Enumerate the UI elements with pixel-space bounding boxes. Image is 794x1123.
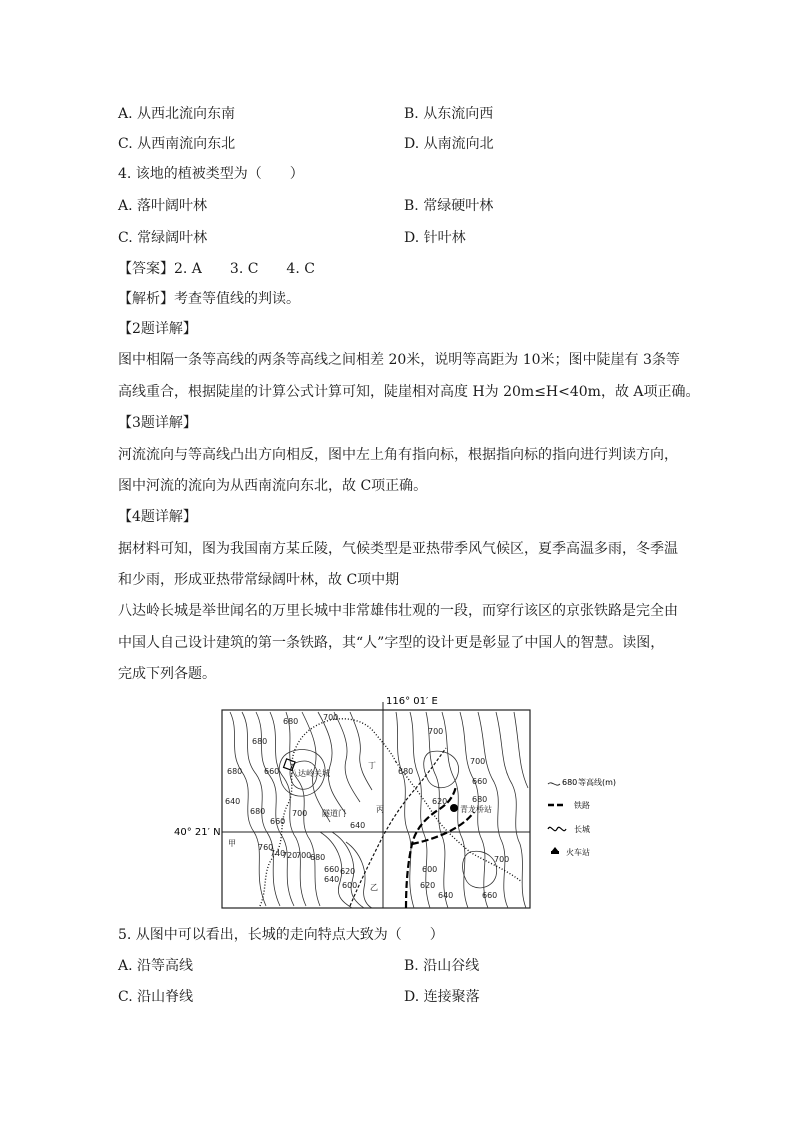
q4-option-d: D. 针叶林 xyxy=(404,230,466,246)
svg-text:660: 660 xyxy=(264,767,280,776)
q5-option-b: B. 沿山谷线 xyxy=(404,958,480,974)
q5-option-d: D. 连接聚落 xyxy=(404,989,480,1005)
badaling-label: 八达岭关城 xyxy=(290,769,330,778)
q5-option-a: A. 沿等高线 xyxy=(118,958,194,974)
legend-wall-symbol xyxy=(548,827,566,830)
svg-text:680: 680 xyxy=(250,807,266,816)
q3-option-b: B. 从东流向西 xyxy=(404,106,494,122)
answer-line: 【答案】2. A 3. C 4. C xyxy=(118,261,315,277)
contour-map xyxy=(170,692,690,918)
detail-2-heading: 【2题详解】 xyxy=(118,321,197,337)
svg-text:760: 760 xyxy=(258,843,274,852)
detail-4-line-1: 据材料可知，图为我国南方某丘陵，气候类型是亚热带季风气候区，夏季高温多雨，冬季温 xyxy=(118,541,678,557)
latitude-label: 40° 21′ N xyxy=(174,827,221,838)
svg-text:700: 700 xyxy=(323,713,339,722)
svg-text:680: 680 xyxy=(398,767,414,776)
detail-2-line-1: 图中相隔一条等高线的两条等高线之间相差 20米，说明等高距为 10米；图中陡崖有 3条等 xyxy=(118,352,680,368)
svg-text:680: 680 xyxy=(283,717,299,726)
svg-text:740: 740 xyxy=(270,849,286,858)
detail-4-heading: 【4题详解】 xyxy=(118,509,197,525)
q5-stem: 5. 从图中可以看出，长城的走向特点大致为（ ） xyxy=(118,927,444,943)
tunnel-label: 隧道门 xyxy=(322,809,346,818)
svg-text:660: 660 xyxy=(472,777,488,786)
svg-text:660: 660 xyxy=(324,865,340,874)
svg-text:700: 700 xyxy=(296,851,312,860)
legend-station-label: 火车站 xyxy=(566,848,590,857)
passage-line-2: 中国人自己设计建筑的第一条铁路，其“人”字型的设计更是彰显了中国人的智慧。读图， xyxy=(118,635,665,651)
svg-text:620: 620 xyxy=(432,797,448,806)
ding-label: 丁 xyxy=(368,761,376,770)
detail-3-heading: 【3题详解】 xyxy=(118,415,197,431)
detail-2-line-2: 高线重合，根据陡崖的计算公式计算可知，陡崖相对高度 H为 20m≤H<40m，故 A项正确。 xyxy=(118,384,700,400)
legend-contour-label: 等高线(m) xyxy=(578,778,617,787)
legend-contour-symbol xyxy=(548,783,560,785)
longitude-label: 116° 01′ E xyxy=(386,696,438,707)
svg-text:700: 700 xyxy=(292,809,308,818)
svg-text:680: 680 xyxy=(310,853,326,862)
legend-railway-label: 铁路 xyxy=(574,801,590,810)
station-marker xyxy=(450,804,458,812)
svg-text:600: 600 xyxy=(422,865,438,874)
svg-text:700: 700 xyxy=(494,855,510,864)
svg-text:700: 700 xyxy=(428,727,444,736)
q3-option-a: A. 从西北流向东南 xyxy=(118,106,236,122)
q3-option-d: D. 从南流向北 xyxy=(404,136,494,152)
svg-text:680: 680 xyxy=(472,795,488,804)
svg-text:700: 700 xyxy=(470,757,486,766)
svg-text:640: 640 xyxy=(438,891,454,900)
analysis-line: 【解析】考查等值线的判读。 xyxy=(118,291,300,307)
svg-text:640: 640 xyxy=(324,875,340,884)
q4-stem: 4. 该地的植被类型为（ ） xyxy=(118,166,304,182)
svg-text:640: 640 xyxy=(350,821,366,830)
q5-option-c: C. 沿山脊线 xyxy=(118,989,194,1005)
legend-contour-value: 680 xyxy=(562,778,578,787)
svg-text:600: 600 xyxy=(342,881,358,890)
great-wall-line-east xyxy=(396,762,522,882)
detail-3-line-2: 图中河流的流向为从西南流向东北，故 C项正确。 xyxy=(118,478,428,494)
passage-line-3: 完成下列各题。 xyxy=(118,666,216,682)
q4-option-b: B. 常绿硬叶林 xyxy=(404,198,494,214)
svg-text:680: 680 xyxy=(252,737,268,746)
svg-text:680: 680 xyxy=(227,767,243,776)
jia-label: 甲 xyxy=(228,839,236,848)
svg-text:720: 720 xyxy=(282,851,298,860)
detail-3-line-1: 河流流向与等高线凸出方向相反，图中左上角有指向标，根据指向标的指向进行判读方向， xyxy=(118,447,678,463)
svg-text:660: 660 xyxy=(270,817,286,826)
passage-line-1: 八达岭长城是举世闻名的万里长城中非常雄伟壮观的一段，而穿行该区的京张铁路是完全由 xyxy=(118,603,678,619)
yi-label: 乙 xyxy=(370,883,378,892)
bing-label: 丙 xyxy=(376,805,384,814)
q3-option-c: C. 从西南流向东北 xyxy=(118,136,236,152)
detail-4-line-2: 和少雨，形成亚热带常绿阔叶林，故 C项中期 xyxy=(118,572,400,588)
svg-text:620: 620 xyxy=(340,867,356,876)
svg-text:620: 620 xyxy=(420,881,436,890)
q4-option-a: A. 落叶阔叶林 xyxy=(118,198,208,214)
qinglongqiao-label: 青龙桥站 xyxy=(460,805,492,814)
q4-option-c: C. 常绿阔叶林 xyxy=(118,230,208,246)
svg-text:660: 660 xyxy=(482,891,498,900)
map-legend xyxy=(548,777,616,857)
legend-wall-label: 长城 xyxy=(574,825,590,834)
svg-text:640: 640 xyxy=(225,797,241,806)
